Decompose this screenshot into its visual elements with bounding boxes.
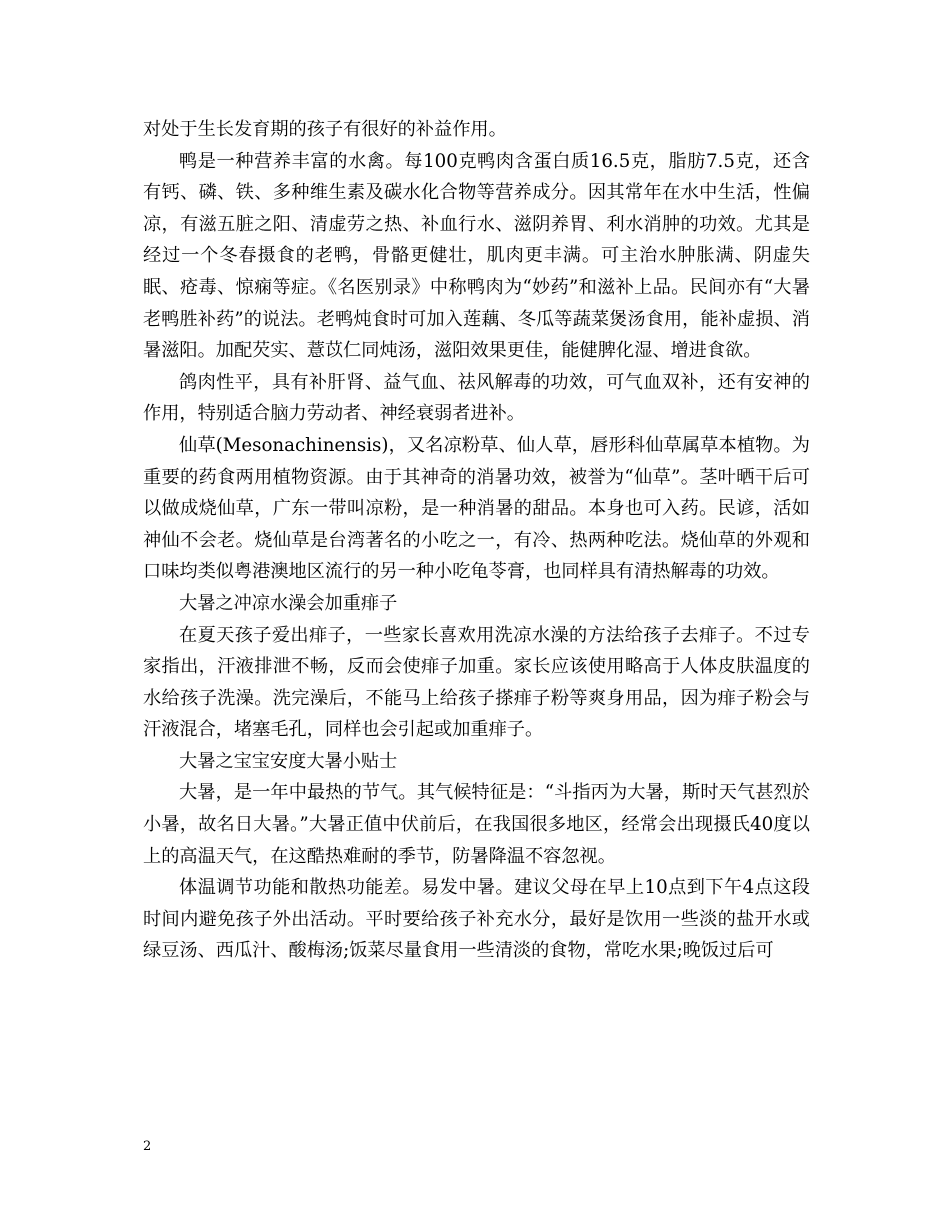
paragraph-pigeon: 鸽肉性平，具有补肝肾、益气血、祛风解毒的功效，可气血双补，还有安神的作用，特别适合脑力劳动者、神经衰弱者进补。	[143, 371, 810, 425]
page-number: 2	[143, 1139, 152, 1154]
paragraph-cold-bath: 在夏天孩子爱出痱子，一些家长喜欢用洗凉水澡的方法给孩子去痱子。不过专家指出，汗液排泄不畅，反而会使痱子加重。家长应该使用略高于人体皮肤温度的水给孩子洗澡。洗完澡后，不能马上给孩子搽痱子粉等爽身用品，因为痱子粉会与汗液混合，堵塞毛孔，同样也会引起或加重痱子。	[143, 624, 810, 741]
document-body	[143, 114, 810, 967]
section-heading-cold-bath: 大暑之冲凉水澡会加重痱子	[179, 592, 398, 614]
section-heading-baby-tips: 大暑之宝宝安度大暑小贴士	[179, 750, 398, 772]
paragraph-xiancao: 仙草(Mesonachinensis)，又名凉粉草、仙人草，唇形科仙草属草本植物。为重要的药食两用植物资源。由于其神奇的消暑功效，被誉为“仙草”。茎叶晒干后可以做成烧仙草，广东一带叫凉粉，是一种消暑的甜品。本身也可入药。民谚，活如神仙不会老。烧仙草是台湾著名的小吃之一，有冷、热两种吃法。烧仙草的外观和口味均类似粤港澳地区流行的另一种小吃龟苓膏，也同样具有清热解毒的功效。	[143, 434, 810, 583]
paragraph-dashu-climate: 大暑，是一年中最热的节气。其气候特征是：“斗指丙为大暑，斯时天气甚烈於小暑，故名日大暑。”大暑正值中伏前后，在我国很多地区，经常会出现摄氏40度以上的高温天气，在这酷热难耐的季节，防暑降温不容忽视。	[143, 782, 810, 867]
paragraph-body-temperature: 体温调节功能和散热功能差。易发中暑。建议父母在早上10点到下午4点这段时间内避免孩子外出活动。平时要给孩子补充水分，最好是饮用一些淡的盐开水或绿豆汤、西瓜汁、酸梅汤;饭菜尽量食用一些清淡的食物，常吃水果;晚饭过后可	[143, 877, 810, 962]
paragraph-1: 对处于生长发育期的孩子有很好的补益作用。	[143, 119, 507, 140]
paragraph-duck: 鸭是一种营养丰富的水禽。每100克鸭肉含蛋白质16.5克，脂肪7.5克，还含有钙、磷、铁、多种维生素及碳水化合物等营养成分。因其常年在水中生活，性偏凉，有滋五脏之阳、清虚劳之热、补血行水、滋阴养胃、利水消肿的功效。尤其是经过一个冬春摄食的老鸭，骨骼更健壮，肌肉更丰满。可主治水肿胀满、阴虚失眠、疮毒、惊痫等症。《名医别录》中称鸭肉为“妙药”和滋补上品。民间亦有“大暑老鸭胜补药”的说法。老鸭炖食时可加入莲藕、冬瓜等蔬菜煲汤食用，能补虚损、消暑滋阳。加配芡实、薏苡仁同炖汤，滋阳效果更佳，能健脾化湿、增进食欲。	[143, 150, 810, 362]
